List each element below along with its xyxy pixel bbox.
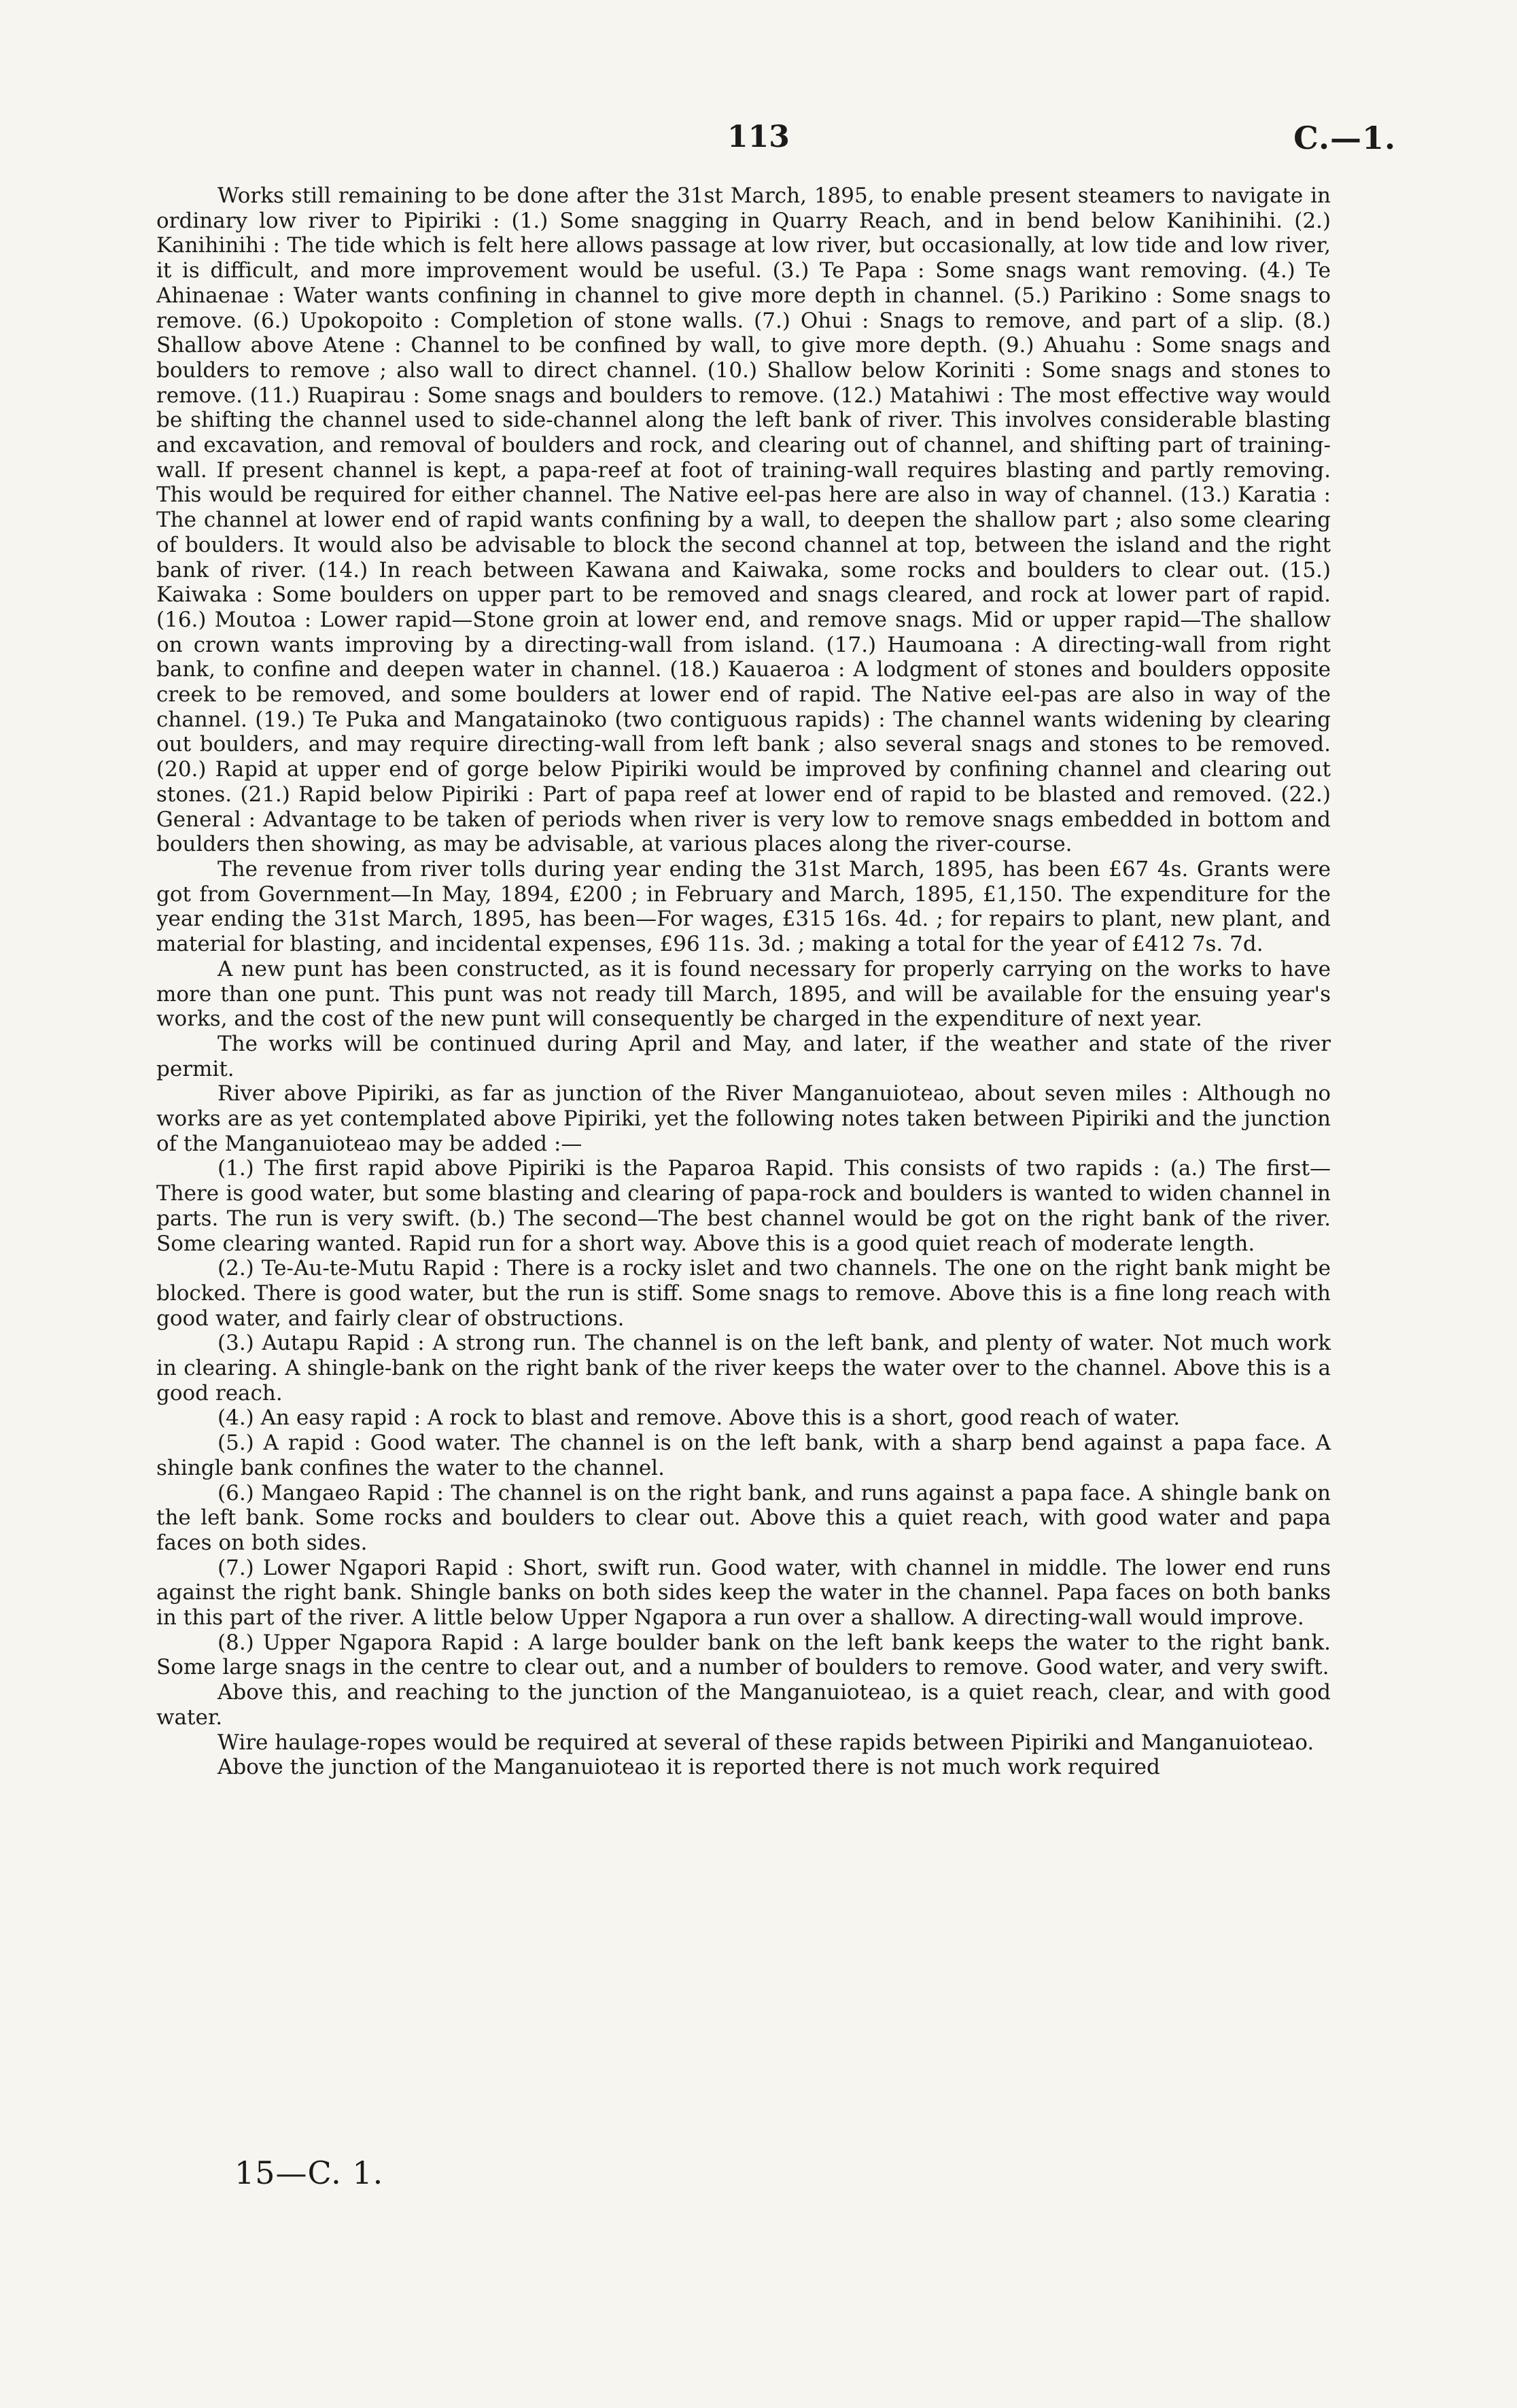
paragraph-new-punt: A new punt has been constructed, as it is found necessary for properly carrying on the works to have more than one punt. This punt was not ready till March, 1895, and will be available for the ensuing year's works, and the cost of the new punt will consequently be charged in the expenditure of next year. — [156, 956, 1331, 1032]
signature-mark: 15—C. 1. — [234, 2154, 384, 2191]
paragraph-river-above-pipiriki: River above Pipiriki, as far as junction of the River Manganuioteao, about seven miles : Although no works are as yet contemplated above Pipiriki, yet the following notes taken between Pipiriki and the junction of the Manganuioteao may be added :— — [156, 1081, 1331, 1156]
paragraph-rapid-2: (2.) Te-Au-te-Mutu Rapid : There is a rocky islet and two channels. The one on the right bank might be blocked. There is good water, but the run is stiff. Some snags to remove. Above this is a fine long reach with good water, and fairly clear of obstructions. — [156, 1256, 1331, 1331]
paragraph-haulage-ropes: Wire haulage-ropes would be required at several of these rapids between Pipiriki and Manganuioteao. — [217, 1730, 1314, 1755]
paragraph-rapid-1: (1.) The first rapid above Pipiriki is the Paparoa Rapid. This consists of two rapids : (a.) The first—There is good water, but some blasting and clearing of papa-rock and boulders is wanted to widen channel in parts. The run is very swift. (b.) The second—The best channel would be got on the right bank of the river. Some clearing wanted. Rapid run for a short way. Above this is a good quiet reach of moderate length. — [156, 1156, 1331, 1256]
paragraph-rapid-7: (7.) Lower Ngapori Rapid : Short, swift run. Good water, with channel in middle. The lower end runs against the right bank. Shingle banks on both sides keep the water in the channel. Papa faces on both banks in this part of the river. A little below Upper Ngapora a run over a shallow. A directing-wall would improve. — [156, 1555, 1331, 1630]
body-text — [156, 184, 1331, 1780]
paragraph-rapid-5: (5.) A rapid : Good water. The channel is on the left bank, with a sharp bend against a papa face. A shingle bank confines the water to the channel. — [156, 1431, 1331, 1480]
paragraph-rapid-6: (6.) Mangaeo Rapid : The channel is on the right bank, and runs against a papa face. A shingle bank on the left bank. Some rocks and boulders to clear out. Above this a quiet reach, with good water and papa faces on both sides. — [156, 1480, 1331, 1555]
paragraph-works-continued: The works will be continued during April and May, and later, if the weather and state of the river permit. — [156, 1031, 1331, 1081]
paragraph-rapid-8: (8.) Upper Ngapora Rapid : A large boulder bank on the left bank keeps the water to the right bank. Some large snags in the centre to clear out, and a number of boulders to remove. Good water, and very swift. — [156, 1630, 1331, 1680]
report-reference: C.—1. — [1293, 120, 1396, 156]
paragraph-revenue: The revenue from river tolls during year ending the 31st March, 1895, has been £67 4s. Grants were got from Government—In May, 1894, £200 ; in February and March, 1895, £1,150. The expenditure for the year ending the 31st March, 1895, has been—For wages, £315 16s. 4d. ; for repairs to plant, new plant, and material for blasting, and incidental expenses, £96 11s. 3d. ; making a total for the year of £412 7s. 7d. — [156, 856, 1331, 957]
paragraph-works-remaining: Works still remaining to be done after the 31st March, 1895, to enable present steamers to navigate in ordinary low river to Pipiriki : (1.) Some snagging in Quarry Reach, and in bend below Kanihinihi. (2.) Kanihinihi : The tide which is felt here allows passage at low river, but occasionally, at low tide and low river, it is difficult, and more improvement would be useful. (3.) Te Papa : Some snags want removing. (4.) Te Ahinaenae : Water wants confining in channel to give more depth in channel. (5.) Parikino : Some snags to remove. (6.) Upokopoito : Completion of stone walls. (7.) Ohui : Snags to remove, and part of a slip. (8.) Shallow above Atene : Channel to be confined by wall, to give more depth. (9.) Ahuahu : Some snags and boulders to remove ; also wall to direct channel. (10.) Shallow below Koriniti : Some snags and stones to remove. (11.) Ruapirau : Some snags and boulders to remove. (12.) Matahiwi : The most effective way would be shifting the channel used to side-channel along the left bank of river. This involves considerable blasting and excavation, and removal of boulders and rock, and clearing out of channel, and shifting part of training-wall. If present channel is kept, a papa-reef at foot of training-wall requires blasting and partly removing. This would be required for either channel. The Native eel-pas here are also in way of channel. (13.) Karatia : The channel at lower end of rapid wants confining by a wall, to deepen the shallow part ; also some clearing of boulders. It would also be advisable to block the second channel at top, between the island and the right bank of river. (14.) In reach between Kawana and Kaiwaka, some rocks and boulders to clear out. (15.) Kaiwaka : Some boulders on upper part to be removed and snags cleared, and rock at lower part of rapid. (16.) Moutoa : Lower rapid—Stone groin at lower end, and remove snags. Mid or upper rapid—The shallow on crown wants improving by a directing-wall from island. (17.) Haumoana : A directing-wall from right bank, to confine and deepen water in channel. (18.) Kauaeroa : A lodgment of stones and boulders opposite creek to be removed, and some boulders at lower end of rapid. The Native eel-pas are also in way of the channel. (19.) Te Puka and Mangatainoko (two contiguous rapids) : The channel wants widening by clearing out boulders, and may require directing-wall from left bank ; also several snags and stones to be removed. (20.) Rapid at upper end of gorge below Pipiriki would be improved by confining channel and clearing out stones. (21.) Rapid below Pipiriki : Part of papa reef at lower end of rapid to be blasted and removed. (22.) General : Advantage to be taken of periods when river is very low to remove snags embedded in bottom and boulders then showing, as may be advisable, at various places along the river-course. — [156, 184, 1331, 857]
paragraph-rapid-4: (4.) An easy rapid : A rock to blast and remove. Above this is a short, good reach of water. — [217, 1406, 1181, 1431]
paragraph-above-junction: Above the junction of the Manganuioteao it is reported there is not much work required — [217, 1755, 1160, 1780]
paragraph-quiet-reach: Above this, and reaching to the junction of the Manganuioteao, is a quiet reach, clear, and with good water. — [156, 1680, 1331, 1730]
paragraph-rapid-3: (3.) Autapu Rapid : A strong run. The channel is on the left bank, and plenty of water. Not much work in clearing. A shingle-bank on the right bank of the river keeps the water over to the channel. Above this is a good reach. — [156, 1331, 1331, 1406]
page-number: 113 — [727, 120, 790, 154]
page-header — [0, 120, 1517, 160]
